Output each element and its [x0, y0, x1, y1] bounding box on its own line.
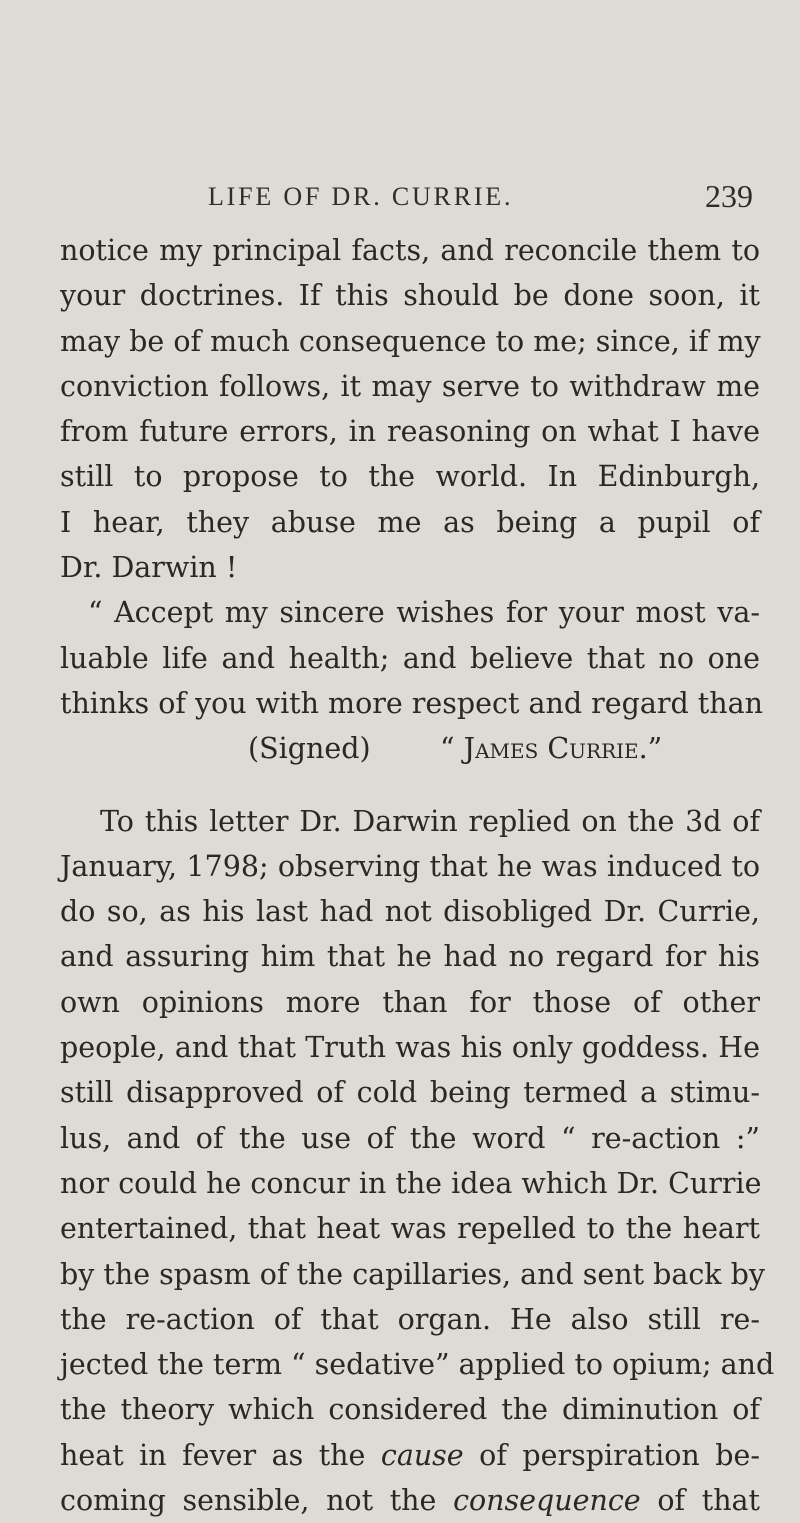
text-line: entertained, that heat was repelled to the heart	[60, 1212, 760, 1246]
signatory-name	[440, 726, 662, 771]
text-run: heat in fever as the	[60, 1438, 381, 1472]
paragraph-letter-end	[60, 228, 760, 590]
italic-word: cause	[380, 1438, 464, 1472]
text-line: people, and that Truth was his only goddess. He	[60, 1031, 760, 1065]
text-line: do so, as his last had not disobliged Dr. Currie,	[60, 895, 760, 929]
text-line: Dr. Darwin !	[60, 551, 238, 585]
text-line	[60, 1433, 760, 1478]
text-line: January, 1798; observing that he was induced to	[60, 849, 760, 883]
body-text	[60, 228, 775, 1523]
paragraph-darwin-reply	[60, 799, 775, 1523]
text-line: own opinions more than for those of other	[60, 985, 760, 1019]
text-run: coming sensible, not the	[60, 1484, 454, 1518]
text-run: of that	[640, 1484, 760, 1518]
text-line: and assuring him that he had no regard for his	[60, 940, 760, 974]
italic-word: consequence	[453, 1484, 641, 1518]
text-line: To this letter Dr. Darwin replied on the 3d of	[100, 804, 760, 838]
text-run: of perspiration be-	[463, 1438, 760, 1472]
signature-line	[60, 726, 760, 771]
text-line: may be of much consequence to me; since, if my	[60, 324, 761, 358]
text-line: thinks of you with more respect and regard than	[60, 686, 763, 720]
running-head	[0, 178, 800, 222]
text-line	[60, 1478, 760, 1523]
signatory-name-suffix: .”	[638, 732, 663, 766]
text-line: the re-action of that organ. He also still re-	[60, 1302, 760, 1336]
paragraph-gap	[60, 772, 760, 799]
text-line: I hear, they abuse me as being a pupil of	[60, 505, 760, 539]
text-line: jected the term “ sedative” applied to opium; and	[60, 1348, 775, 1382]
signed-label: (Signed)	[248, 732, 371, 766]
text-line: your doctrines. If this should be done soon, it	[60, 279, 760, 313]
text-line: lus, and of the use of the word “ re-action :”	[60, 1121, 760, 1155]
running-title: LIFE OF DR. CURRIE.	[208, 182, 514, 211]
text-line: nor could he concur in the idea which Dr. Currie	[60, 1166, 762, 1200]
text-line: the theory which considered the diminution of	[60, 1393, 760, 1427]
page-number: 239	[705, 178, 753, 214]
text-line: “ Accept my sincere wishes for your most va-	[88, 596, 760, 630]
text-line: conviction follows, it may serve to withdraw me	[60, 369, 760, 403]
signatory-name-smallcaps: ames Currie	[475, 732, 639, 766]
text-line: notice my principal facts, and reconcile them to	[60, 234, 760, 267]
signatory-name-prefix: “ J	[440, 732, 476, 766]
paragraph-closing	[60, 590, 763, 726]
text-line: by the spasm of the capillaries, and sent back by	[60, 1257, 765, 1291]
text-line: still disapproved of cold being termed a stimu-	[60, 1076, 760, 1110]
text-line: from future errors, in reasoning on what I have	[60, 415, 760, 449]
text-line: still to propose to the world. In Edinburgh,	[60, 460, 760, 494]
text-line: luable life and health; and believe that no one	[60, 641, 760, 675]
